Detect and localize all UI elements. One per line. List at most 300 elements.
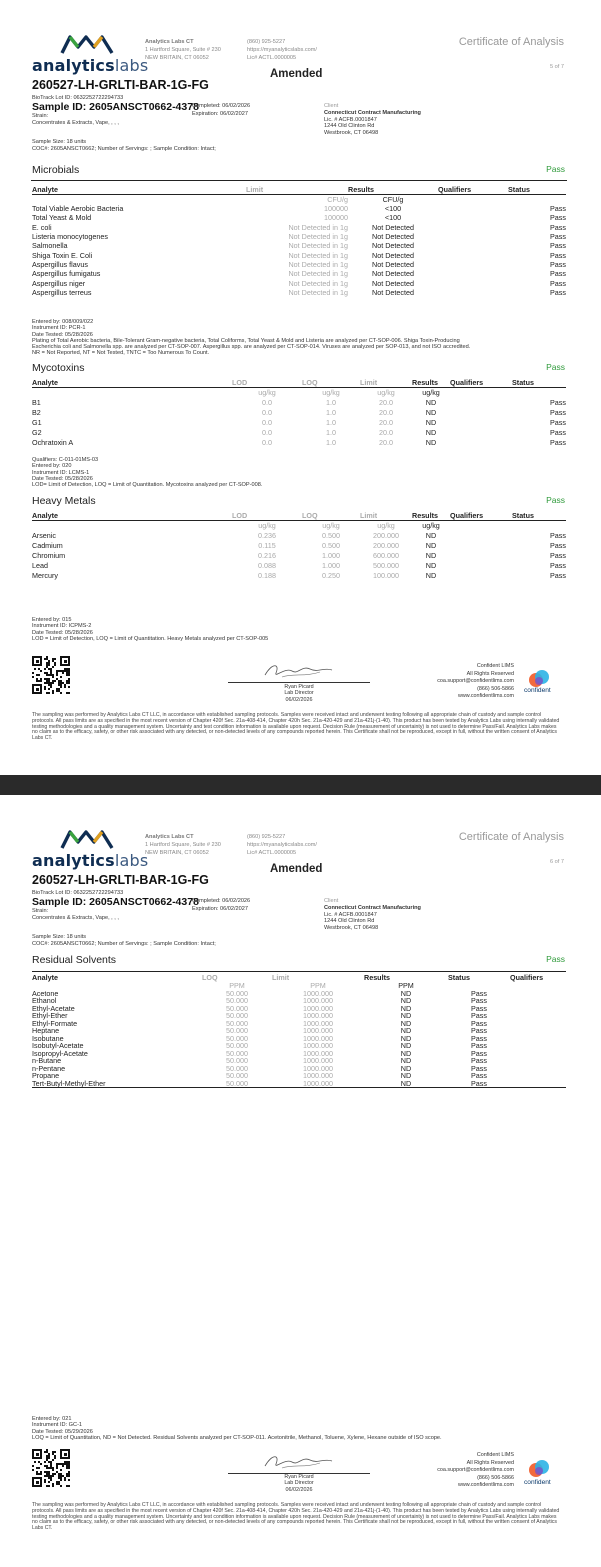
result-value: ND <box>425 530 437 540</box>
header-qualifiers: Qualifiers <box>450 510 484 520</box>
note-line: Entered by: 015 <box>32 617 72 623</box>
qr-module <box>44 1461 46 1463</box>
analyte-name: Tert-Butyl-Methyl-Ether <box>32 1078 106 1088</box>
result-value: ND <box>400 1056 412 1065</box>
units-blank <box>512 388 566 398</box>
qualifier-value <box>450 560 512 570</box>
loq-value: 50.000 <box>226 1018 248 1028</box>
qualifier-value <box>438 241 508 250</box>
analyte-name: Aspergillus flavus <box>32 259 88 269</box>
table-row <box>32 204 566 213</box>
header-results: Results <box>412 510 438 520</box>
limit-value: 20.0 <box>379 397 393 407</box>
signature-icon <box>262 661 336 681</box>
status-value: Pass <box>550 259 566 269</box>
residual-solvents-notes <box>32 1416 572 1441</box>
qr-module <box>50 686 52 688</box>
note-line: Qualifiers: C-011-01MS-03 <box>32 457 99 463</box>
status-value: Pass <box>550 204 566 214</box>
sample-size: Sample Size: 18 units <box>32 934 87 940</box>
limit-value: 20.0 <box>379 417 393 427</box>
status-value: Pass <box>550 437 566 447</box>
qualifier-value <box>510 990 566 998</box>
limit-value: Not Detected in 1g <box>288 287 348 297</box>
qualifier-value <box>438 250 508 259</box>
loq-value: 1.0 <box>326 417 336 427</box>
loq-value: 50.000 <box>226 1078 248 1088</box>
limit-value: 200.000 <box>373 540 399 550</box>
lims-info: Confident LIMS All Rights Reserved coa.support@confidentlims.com (866) 506-5866 www.confidentlims.com <box>437 1452 514 1488</box>
status-value: Pass <box>471 1003 487 1013</box>
client-label: Client <box>324 898 339 904</box>
table-row <box>32 269 566 278</box>
qr-module <box>32 1465 34 1467</box>
qr-module <box>54 1457 56 1459</box>
analyte-name: B1 <box>32 397 41 407</box>
limit-value: 1000.000 <box>303 996 333 1005</box>
header-limit: Limit <box>360 510 378 520</box>
units-blank <box>508 195 566 205</box>
analyte-name: Ethyl-Ether <box>32 1011 68 1020</box>
result-value: Not Detected <box>372 278 414 288</box>
analyte-name: Lead <box>32 560 48 570</box>
result-value: ND <box>425 550 437 560</box>
qr-code-icon <box>32 1449 70 1487</box>
qualifier-value <box>438 223 508 232</box>
status-value: Pass <box>550 407 566 417</box>
loq-value: 50.000 <box>226 1063 248 1073</box>
header-results: Results <box>364 972 390 982</box>
status-value: Pass <box>471 988 487 998</box>
status-value: Pass <box>550 269 566 279</box>
table-row <box>32 530 566 540</box>
result-value: ND <box>425 570 437 580</box>
microbials-notes <box>32 319 572 357</box>
qr-module <box>52 692 54 694</box>
loq-value: 50.000 <box>226 1033 248 1043</box>
table-row <box>32 241 566 250</box>
qr-module <box>68 1475 70 1477</box>
lod-value: 0.0 <box>262 397 272 407</box>
loq-value: 50.000 <box>226 1003 248 1013</box>
result-value: ND <box>425 417 437 427</box>
coc-line: COC#: 2605ANSCT0662; Number of Servings: ; Sample Condition: Intact; <box>32 941 216 947</box>
limit-value: 1000.000 <box>303 1041 333 1050</box>
qualifier-value <box>510 1020 566 1028</box>
sample-category: Concentrates & Extracts, Vape, , , , <box>32 915 119 921</box>
limit-value: 100000 <box>324 213 348 223</box>
status-value: Pass <box>550 250 566 260</box>
result-value: ND <box>400 1026 412 1035</box>
qualifier-value <box>510 997 566 1005</box>
limit-value: Not Detected in 1g <box>288 278 348 288</box>
header-limit: Limit <box>360 377 378 387</box>
result-value: Not Detected <box>372 241 414 251</box>
residual-solvents-pass: Pass <box>546 954 565 964</box>
qr-module <box>34 668 36 670</box>
header-loq: LOQ <box>302 377 318 387</box>
lod-value: 0.0 <box>262 437 272 447</box>
qr-module <box>56 1467 58 1469</box>
header-qualifiers: Qualifiers <box>450 377 484 387</box>
qualifier-value <box>510 1080 566 1088</box>
analyte-name: Isopropyl-Acetate <box>32 1048 88 1058</box>
note-line: LOD = Limit of Detection, LOQ = Limit of Quantitation. Heavy Metals analyzed per CT-SOP-005 <box>32 635 269 642</box>
qr-module <box>40 1463 42 1465</box>
analyte-name: Isobutane <box>32 1033 64 1043</box>
sample-id: Sample ID: 2605ANSCT0662-4378 <box>32 896 199 908</box>
header-limit: Limit <box>272 972 290 982</box>
coc-line: COC#: 2605ANSCT0662; Number of Servings: ; Sample Condition: Intact; <box>32 146 216 152</box>
lod-value: 0.0 <box>262 417 272 427</box>
result-value: ND <box>400 1011 412 1020</box>
loq-value: 0.250 <box>322 570 340 580</box>
lod-value: 0.088 <box>258 560 276 570</box>
status-value: Pass <box>471 1063 487 1073</box>
note-line: LOQ = Limit of Quantitation, ND = Not Detected. Residual Solvents analyzed per CT-SOP-011. Acetonitrile, Methanol, Toluene, Xylene, Hexane outside of ISO scope. <box>32 1434 442 1441</box>
divider <box>31 180 567 181</box>
qualifier-value <box>450 427 512 437</box>
qr-finder-core <box>36 1481 39 1484</box>
biotrack-lot: BioTrack Lot ID: 0632252722294733 <box>32 95 124 101</box>
qualifier-value <box>438 232 508 241</box>
units-limit: ug/kg <box>377 388 395 397</box>
table-row <box>32 232 566 241</box>
signature-icon <box>262 1452 336 1472</box>
qualifier-value <box>450 397 512 407</box>
lod-value: 0.216 <box>258 550 276 560</box>
analyte-name: E. coli <box>32 222 52 232</box>
status-value: Pass <box>471 1056 487 1065</box>
qr-module <box>32 676 34 678</box>
qr-module <box>54 1451 56 1453</box>
header-limit: Limit <box>246 184 264 194</box>
amended-label: Amended <box>270 68 323 80</box>
disclaimer: The sampling was performed by Analytics Labs CT LLC, in accordance with established sampling protocols. Samples were received intact and underwent testing following all appropriate chain of custody and sample control protocols. All pass limits are as specified in the most recent version of Chapter 420f Sec. 21a-408-414, Chapter 420h Sec. 21a-420-429 and 21a-421j-(1-40). This product has been tested by Analytics Labs using internally validated testing methodologies and a quality management system. Uncertainty and test condition information is available upon request. Decision Rule (measurement of uncertainty) is not used to determine Pass/Fail. Analytics Labs makes no claim as to the efficacy, safety, or other risk associated with any detected, or non-detected levels of any compounds reported herein. This Certificate shall not be reproduced, except in full, without the written consent of Analytics Labs CT. <box>32 712 560 742</box>
loq-value: 1.000 <box>322 550 340 560</box>
signer-block: Ryan Picard Lab Director 06/02/2026 <box>284 1474 314 1493</box>
status-value: Pass <box>550 417 566 427</box>
status-value: Pass <box>471 1026 487 1035</box>
qr-module <box>68 1485 70 1487</box>
batch-name: 260527-LH-GRLTI-BAR-1G-FG <box>32 873 209 887</box>
header-analyte: Analyte <box>32 510 58 520</box>
status-value: Pass <box>550 222 566 232</box>
header-analyte: Analyte <box>32 377 58 387</box>
page-number: 5 of 7 <box>550 64 564 70</box>
result-value: Not Detected <box>372 287 414 297</box>
coa-title: Certificate of Analysis <box>458 36 564 48</box>
analytics-labs-logo-icon <box>60 33 114 55</box>
result-value: ND <box>400 1071 412 1080</box>
qr-module <box>60 1485 62 1487</box>
expiration-date: Expiration: 06/02/2027 <box>192 111 248 117</box>
note-line: LOD= Limit of Detection, LOQ = Limit of Quantitation. Mycotoxins analyzed per CT-SOP-008. <box>32 482 263 489</box>
qualifier-value <box>438 204 508 213</box>
qr-finder-core <box>64 1453 67 1456</box>
qr-module <box>60 686 62 688</box>
units-results: PPM <box>398 981 414 990</box>
table-row <box>32 250 566 259</box>
table-row <box>32 213 566 222</box>
analyte-name: Ethyl-Formate <box>32 1018 78 1028</box>
strain-label: Strain: <box>32 113 49 119</box>
status-value: Pass <box>471 1078 487 1088</box>
units-blank <box>450 388 512 398</box>
microbials-table <box>32 184 566 297</box>
status-value: Pass <box>550 427 566 437</box>
qualifier-value <box>510 1057 566 1065</box>
qualifier-value <box>450 417 512 427</box>
status-value: Pass <box>550 287 566 297</box>
loq-value: 50.000 <box>226 1071 248 1080</box>
loq-value: 0.500 <box>322 540 340 550</box>
limit-value: 1000.000 <box>303 1071 333 1080</box>
coa-page-5 <box>0 0 601 775</box>
units-lod: ug/kg <box>258 521 276 530</box>
table-row <box>32 427 566 437</box>
units-limit: PPM <box>310 981 326 990</box>
analyte-name: Propane <box>32 1071 60 1080</box>
header-lod: LOD <box>232 510 248 520</box>
coa-title: Certificate of Analysis <box>458 831 564 843</box>
table-row <box>32 437 566 447</box>
note-line: Date Tested: 05/28/2026 <box>32 629 93 636</box>
header-loq: LOQ <box>202 972 218 982</box>
qr-module <box>52 1459 54 1461</box>
qr-module <box>52 1485 54 1487</box>
analyte-name: Total Yeast & Mold <box>32 213 92 223</box>
lod-value: 0.0 <box>262 407 272 417</box>
note-line: Entered by: 008/009/022 <box>32 319 94 325</box>
qualifier-value <box>510 1035 566 1043</box>
units-blank <box>512 521 566 531</box>
limit-value: 200.000 <box>373 530 399 540</box>
analyte-name: G2 <box>32 427 42 437</box>
qr-module <box>52 1475 54 1477</box>
qr-module <box>48 1485 50 1487</box>
loq-value: 1.000 <box>322 560 340 570</box>
limit-value: Not Detected in 1g <box>288 232 348 242</box>
mycotoxins-title: Mycotoxins <box>32 362 85 374</box>
note-line: Date Tested: 05/28/2026 <box>32 475 93 482</box>
header-qualifiers: Qualifiers <box>438 184 472 194</box>
qr-module <box>68 674 70 676</box>
units-lod: ug/kg <box>258 388 276 397</box>
note-line: Instrument ID: LCMS-1 <box>32 469 90 476</box>
limit-value: 1000.000 <box>303 1056 333 1065</box>
expiration-date: Expiration: 06/02/2027 <box>192 906 248 912</box>
result-value: ND <box>400 1041 412 1050</box>
confident-logo-icon <box>528 1458 550 1478</box>
status-value: Pass <box>550 397 566 407</box>
table-row <box>32 278 566 287</box>
microbials-title: Microbials <box>32 164 80 176</box>
analyte-name: Mercury <box>32 570 58 580</box>
analyte-name: n-Pentane <box>32 1063 66 1073</box>
header-qualifiers: Qualifiers <box>510 972 544 982</box>
status-value: Pass <box>550 530 566 540</box>
signer-block: Ryan Picard Lab Director 06/02/2026 <box>284 684 314 703</box>
qr-module <box>68 1467 70 1469</box>
analyte-name: Listeria monocytogenes <box>32 232 108 242</box>
heavy-metals-table <box>32 510 566 580</box>
analytics-labs-logo-icon <box>60 828 114 850</box>
units-row <box>32 521 566 531</box>
status-value: Pass <box>471 1033 487 1043</box>
loq-value: 1.0 <box>326 397 336 407</box>
loq-value: 0.500 <box>322 530 340 540</box>
limit-value: 1000.000 <box>303 1078 333 1088</box>
loq-value: 50.000 <box>226 1041 248 1050</box>
sample-id: Sample ID: 2605ANSCT0662-4378 <box>32 101 199 113</box>
qr-module <box>38 1467 40 1469</box>
qr-module <box>56 674 58 676</box>
analyte-name: Aspergillus terreus <box>32 287 92 297</box>
signature-line <box>228 682 370 683</box>
units-blank <box>32 388 232 398</box>
residual-solvents-title: Residual Solvents <box>32 954 117 966</box>
note-line: NR = Not Reported, NT = Not Tested, TNTC = Too Numerous To Count. <box>32 350 210 357</box>
note-line: Escherichia coli and Salmonella spp. are analyzed per CT-SOP-007. Aspergillus spp. are analyzed per CT-SOP-014. Viruses are analyzed per SOP-013, and not ISO accredited. <box>32 344 471 351</box>
analyte-name: Ethanol <box>32 996 57 1005</box>
limit-value: Not Detected in 1g <box>288 269 348 279</box>
qualifier-value <box>450 540 512 550</box>
result-value: ND <box>400 1003 412 1013</box>
analyte-name: Acetone <box>32 988 59 998</box>
status-value: Pass <box>471 1018 487 1028</box>
units-blank <box>438 195 508 205</box>
result-value: ND <box>425 397 437 407</box>
status-value: Pass <box>550 570 566 580</box>
qr-module <box>54 1473 56 1475</box>
limit-value: 1000.000 <box>303 1026 333 1035</box>
units-results: ug/kg <box>422 388 440 397</box>
limit-value: 1000.000 <box>303 988 333 998</box>
limit-value: 1000.000 <box>303 1003 333 1013</box>
qr-finder-core <box>36 688 39 691</box>
client-info: Connecticut Contract Manufacturing Lic. # ACFB.0001847 1244 Old Clinton Rd Westbrook, CT 06498 <box>324 905 421 931</box>
note-line: Instrument ID: GC-1 <box>32 1422 83 1429</box>
residual-solvents-table <box>32 971 566 1088</box>
result-value: Not Detected <box>372 259 414 269</box>
loq-value: 50.000 <box>226 988 248 998</box>
qr-module <box>52 1469 54 1471</box>
units-limit: ug/kg <box>377 521 395 530</box>
result-value: <100 <box>384 213 402 223</box>
table-row <box>32 260 566 269</box>
qr-module <box>32 672 34 674</box>
lod-value: 0.188 <box>258 570 276 580</box>
qualifier-value <box>510 1027 566 1035</box>
loq-value: 50.000 <box>226 1048 248 1058</box>
table-row <box>32 550 566 560</box>
result-value: ND <box>400 1018 412 1028</box>
note-line: Date Tested: 05/28/2026 <box>32 331 93 338</box>
table-row <box>32 1080 566 1088</box>
status-value: Pass <box>550 560 566 570</box>
analyte-name: Cadmium <box>32 540 63 550</box>
status-value: Pass <box>471 1011 487 1020</box>
result-value: ND <box>425 437 437 447</box>
heavy-metals-notes <box>32 617 572 642</box>
status-value: Pass <box>550 241 566 251</box>
note-line: Instrument ID: PCR-1 <box>32 325 86 332</box>
microbials-pass: Pass <box>546 164 565 174</box>
qr-module <box>50 1479 52 1481</box>
limit-value: 600.000 <box>373 550 399 560</box>
qr-finder-core <box>64 660 67 663</box>
status-value: Pass <box>471 1071 487 1080</box>
result-value: ND <box>425 540 437 550</box>
qr-module <box>40 680 42 682</box>
qr-module <box>68 692 70 694</box>
note-line: Entered by: 020 <box>32 463 72 470</box>
analyte-name: Ethyl-Acetate <box>32 1003 75 1013</box>
qr-module <box>62 1465 64 1467</box>
limit-value: Not Detected in 1g <box>288 259 348 269</box>
loq-value: 1.0 <box>326 437 336 447</box>
page-number: 6 of 7 <box>550 859 564 865</box>
qr-module <box>54 680 56 682</box>
strain-label: Strain: <box>32 908 49 914</box>
result-value: ND <box>400 996 412 1005</box>
result-value: Not Detected <box>372 269 414 279</box>
qualifier-value <box>438 288 508 297</box>
result-value: Not Detected <box>372 222 414 232</box>
limit-value: 1000.000 <box>303 1018 333 1028</box>
status-value: Pass <box>471 1048 487 1058</box>
qr-finder-core <box>36 660 39 663</box>
status-value: Pass <box>471 996 487 1005</box>
loq-value: 50.000 <box>226 996 248 1005</box>
result-value: <100 <box>384 204 402 214</box>
note-line: Plating of Total Aerobic bacteria, Bile-Tolerant Gram-negative bacteria, Total Coliforms, Total Yeast & Mold and Listeria are analyzed per CT-SOP-006. Shiga Toxin-Producing <box>32 337 460 344</box>
status-value: Pass <box>471 1041 487 1050</box>
qr-module <box>60 692 62 694</box>
table-row <box>32 540 566 550</box>
table-row <box>32 407 566 417</box>
table-row <box>32 417 566 427</box>
limit-value: 20.0 <box>379 407 393 417</box>
qr-module <box>60 1469 62 1471</box>
note-line: Entered by: 021 <box>32 1416 72 1422</box>
status-value: Pass <box>550 540 566 550</box>
qualifier-value <box>438 213 508 222</box>
qr-module <box>60 1479 62 1481</box>
analyte-name: Aspergillus niger <box>32 278 86 288</box>
qr-module <box>68 682 70 684</box>
lab-address: Analytics Labs CT 1 Hartford Square, Suite # 230 NEW BRITAIN, CT 06052 <box>145 834 221 856</box>
qualifier-value <box>450 570 512 580</box>
result-value: ND <box>400 1048 412 1058</box>
units-blank <box>32 521 232 531</box>
units-loq: PPM <box>229 981 245 990</box>
header-results: Results <box>348 184 374 194</box>
header-analyte: Analyte <box>32 972 58 982</box>
loq-value: 1.0 <box>326 407 336 417</box>
amended-label: Amended <box>270 863 323 875</box>
qr-module <box>48 688 50 690</box>
mycotoxins-notes <box>32 457 572 488</box>
qr-module <box>40 670 42 672</box>
qr-module <box>52 666 54 668</box>
logo-wordmark: analyticslabs <box>32 56 149 75</box>
qr-module <box>44 688 46 690</box>
table-row <box>32 397 566 407</box>
coa-page-6 <box>0 795 601 1567</box>
qualifier-value <box>450 437 512 447</box>
